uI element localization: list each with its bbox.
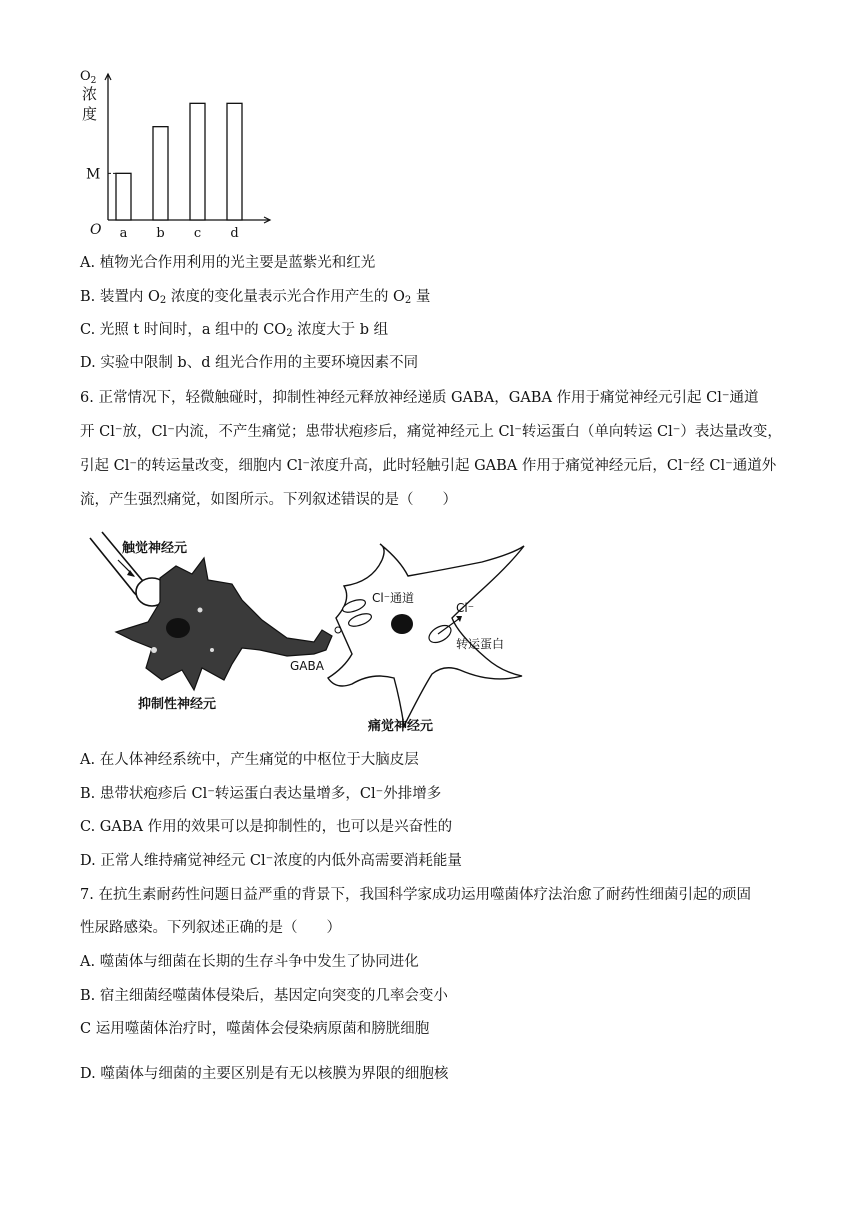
x-tick-label: b bbox=[156, 226, 165, 241]
pain-neuron-body bbox=[328, 544, 524, 726]
bar-a bbox=[116, 173, 131, 220]
touch-neuron-label: 触觉神经元 bbox=[122, 541, 188, 556]
q5-option-a: A. 植物光合作用利用的光主要是蓝紫光和红光 bbox=[80, 255, 376, 271]
reference-label-m: M bbox=[86, 166, 101, 183]
x-tick-label: c bbox=[193, 226, 202, 241]
inhibitory-neuron-label: 抑制性神经元 bbox=[138, 697, 217, 712]
q6-option-c: C. GABA 作用的效果可以是抑制性的，也可以是兴奋性的 bbox=[80, 819, 453, 835]
q5-option-d: D. 实验中限制 b、d 组光合作用的主要环境因素不同 bbox=[80, 355, 419, 371]
cl-channel-label: Cl⁻通道 bbox=[372, 591, 415, 605]
x-tick-label: a bbox=[119, 226, 128, 241]
transporter-label: 转运蛋白 bbox=[456, 637, 505, 651]
q6-option-a: A. 在人体神经系统中，产生痛觉的中枢位于大脑皮层 bbox=[80, 752, 419, 768]
q6-stem-line-3: 引起 Cl⁻的转运量改变，细胞内 Cl⁻浓度升高，此时轻触引起 GABA 作用于痛觉神经元后，Cl⁻经 Cl⁻通道外 bbox=[80, 458, 777, 474]
bar-c bbox=[190, 103, 205, 220]
q7-stem-line-2: 性尿路感染。下列叙述正确的是（ ） bbox=[80, 920, 341, 936]
q7-stem-line-1: 7. 在抗生素耐药性问题日益严重的背景下，我国科学家成功运用噬菌体疗法治愈了耐药性细菌引起的顽固 bbox=[80, 887, 751, 903]
q7-option-a: A. 噬菌体与细菌在长期的生存斗争中发生了协同进化 bbox=[80, 954, 419, 970]
y-axis-label-char: 度 bbox=[82, 105, 98, 123]
pain-neuron-label: 痛觉神经元 bbox=[368, 719, 434, 734]
q6-stem-line-2: 开 Cl⁻放，Cl⁻内流，不产生痛觉；患带状疱疹后，痛觉神经元上 Cl⁻转运蛋白（单向转运 Cl⁻）表达量改变， bbox=[80, 424, 782, 440]
gaba-label: GABA bbox=[290, 659, 324, 673]
q6-option-d: D. 正常人维持痛觉神经元 Cl⁻浓度的内低外高需要消耗能量 bbox=[80, 853, 462, 869]
q5-option-b: B. 装置内 $O_2$ 浓度的变化量表示光合作用产生的 $O_2$ 量 bbox=[80, 289, 431, 306]
q6-option-b: B. 患带状疱疹后 Cl⁻转运蛋白表达量增多，Cl⁻外排增多 bbox=[80, 786, 442, 802]
bar-b bbox=[153, 127, 168, 220]
origin-label: O bbox=[90, 222, 102, 238]
cl-ion-label: Cl⁻ bbox=[456, 601, 475, 615]
neuron-diagram bbox=[82, 530, 542, 735]
o2-concentration-chart bbox=[78, 62, 278, 252]
q6-stem-line-1: 6. 正常情况下，轻微触碰时，抑制性神经元释放神经递质 GABA，GABA 作用于痛觉神经元引起 Cl⁻通道 bbox=[80, 390, 759, 406]
bar-d bbox=[227, 103, 242, 220]
q7-option-b: B. 宿主细菌经噬菌体侵染后，基因定向突变的几率会变小 bbox=[80, 988, 448, 1004]
q7-option-d: D. 噬菌体与细菌的主要区别是有无以核膜为界限的细胞核 bbox=[80, 1066, 449, 1082]
q6-stem-line-4: 流，产生强烈痛觉，如图所示。下列叙述错误的是（ ） bbox=[80, 492, 457, 508]
y-axis-label-char: 浓 bbox=[82, 85, 98, 103]
q7-option-c: C 运用噬菌体治疗时，噬菌体会侵染病原菌和膀胱细胞 bbox=[80, 1021, 430, 1037]
x-tick-label: d bbox=[230, 226, 239, 241]
q5-option-c: C. 光照 t 时间时，a 组中的 $CO_2$ 浓度大于 b 组 bbox=[80, 322, 389, 339]
y-axis-label-o2: $O_2$ bbox=[80, 69, 97, 86]
